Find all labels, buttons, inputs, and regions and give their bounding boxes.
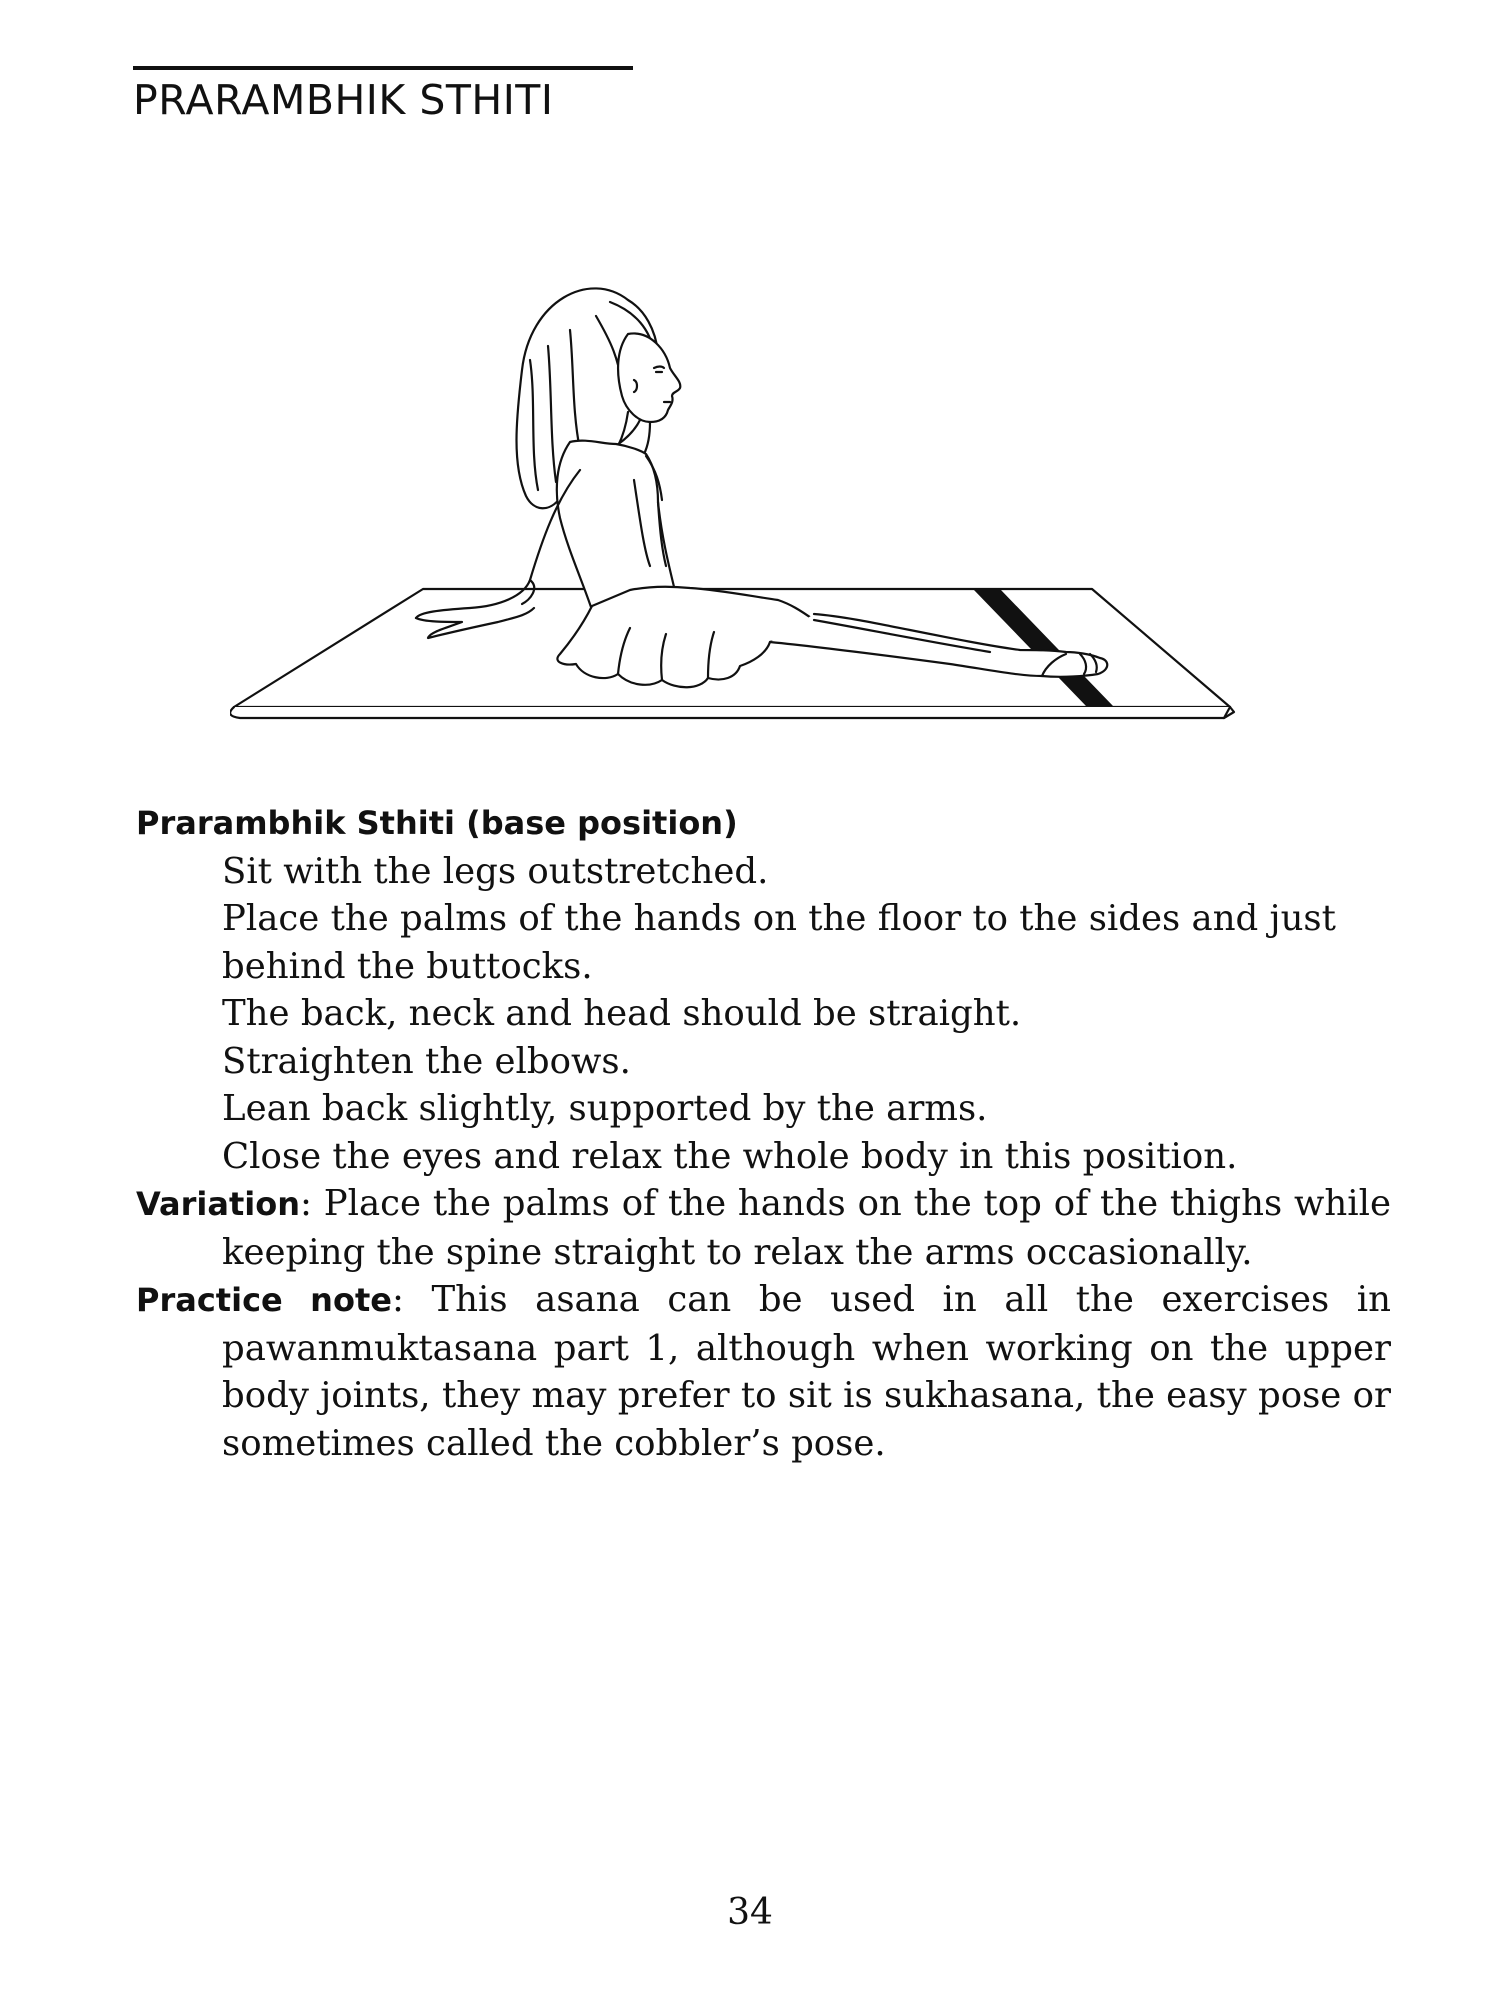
step-1: Sit with the legs outstretched. bbox=[222, 850, 769, 892]
variation-note bbox=[136, 1180, 1391, 1276]
step-2: Place the palms of the hands on the floor to the sides and just behind the buttocks. bbox=[222, 898, 1336, 987]
variation-text: : Place the palms of the hands on the top of the thighs while keeping the spine straight to relax the arms occasionally. bbox=[222, 1183, 1391, 1273]
page-number: 34 bbox=[727, 1892, 773, 1933]
practice-note bbox=[136, 1276, 1391, 1467]
step-3: The back, neck and head should be straight. bbox=[222, 993, 1022, 1034]
pose-illustration bbox=[230, 250, 1250, 750]
header-rule bbox=[133, 66, 633, 70]
practice-note-label: Practice note bbox=[136, 1281, 392, 1319]
mat-edge bbox=[230, 707, 1230, 718]
step-6: Close the eyes and relax the whole body in this position. bbox=[222, 1135, 1238, 1177]
step-5: Lean back slightly, supported by the arms. bbox=[222, 1088, 988, 1129]
running-head: PRARAMBHIK STHITI bbox=[133, 76, 554, 124]
instructions bbox=[136, 800, 1391, 1467]
dress-torso bbox=[557, 441, 676, 610]
girl-seated-on-mat-illustration-icon bbox=[230, 250, 1250, 750]
face bbox=[618, 333, 680, 422]
variation-label: Variation bbox=[136, 1185, 300, 1223]
step-4: Straighten the elbows. bbox=[222, 1040, 631, 1082]
practice-note-text: : This asana can be used in all the exercises in pawanmuktasana part 1, although when working on the upper body joints, they may prefer to sit is sukhasana, the easy pose or sometimes called the cobbler’s pose. bbox=[222, 1279, 1391, 1464]
section-heading: Prarambhik Sthiti (base position) bbox=[136, 804, 738, 842]
